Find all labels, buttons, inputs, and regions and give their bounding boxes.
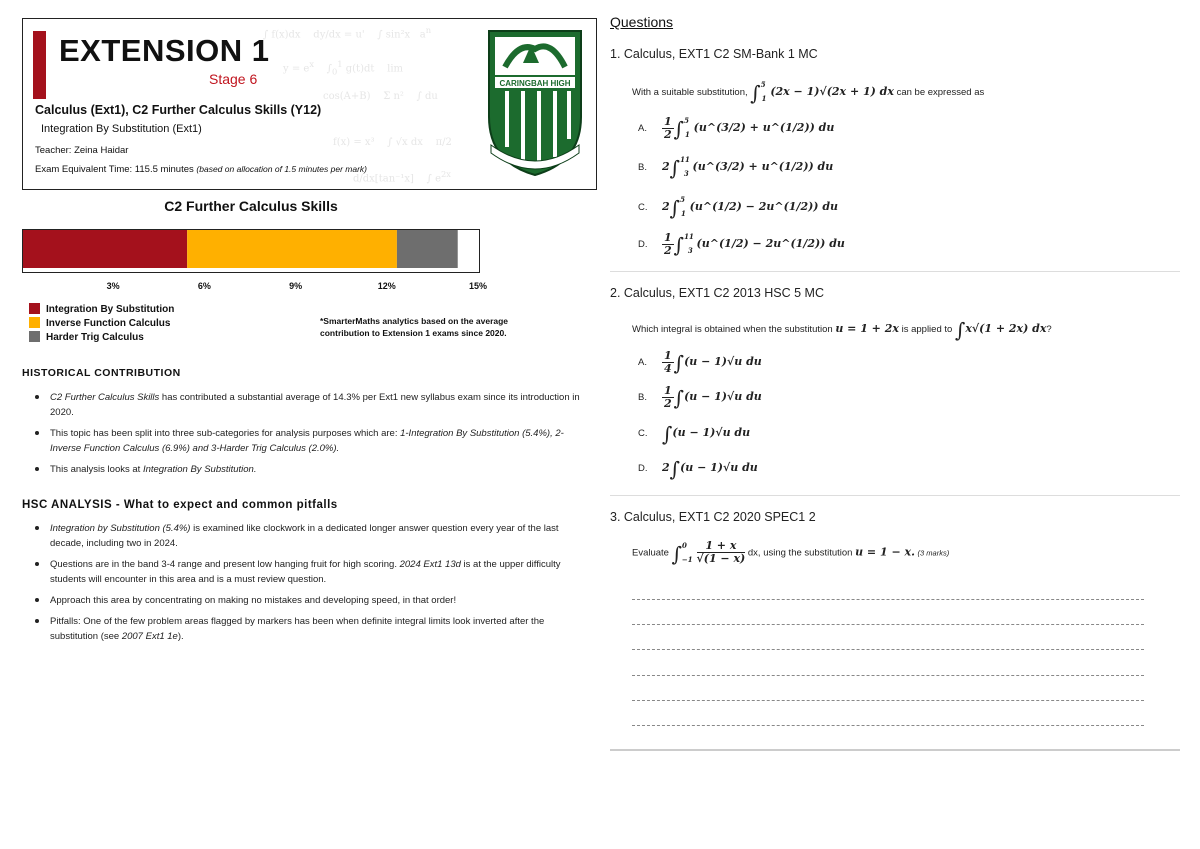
hsc-heading: HSC ANALYSIS - What to expect and common pitfalls — [22, 499, 338, 511]
historical-list — [22, 390, 590, 483]
divider — [610, 749, 1180, 751]
legend-item — [29, 303, 174, 315]
accent-bar — [33, 31, 46, 99]
option-text: (u^(1/2) − 2u^(1/2)) du — [696, 237, 845, 251]
option-expression: ∫(u − 1)√u du — [673, 386, 762, 411]
substitution: u = 1 + 2x — [835, 322, 899, 335]
chart-tick-label: 6% — [197, 281, 211, 291]
legend-swatch — [29, 317, 40, 328]
background-formula: $y = e^x$ $\int_0^1$ g(t)dt lim — [283, 59, 403, 77]
exam-time-label: Exam Equivalent Time: — [35, 164, 133, 175]
option-expression: ∫$^{11}_3$ (u^(3/2) + u^(1/2)) du — [669, 155, 834, 180]
questions-heading: Questions — [610, 14, 674, 30]
lower-limit: 3 — [683, 169, 689, 178]
option-letter: D. — [638, 239, 648, 251]
question-3-title: 3. Calculus, EXT1 C2 2020 SPEC1 2 — [610, 510, 816, 524]
option-letter: B. — [638, 162, 647, 173]
emphasis-text: Integration By Substitution. — [142, 464, 257, 475]
answer-line[interactable] — [632, 624, 1144, 625]
option-letter: C. — [638, 428, 648, 439]
teacher-line — [35, 145, 128, 156]
historical-heading: HISTORICAL CONTRIBUTION — [22, 367, 181, 379]
upper-limit: 11 — [684, 232, 694, 242]
chart-frame — [22, 229, 480, 273]
stem-text: dx, using the substitution — [747, 547, 853, 559]
q1-option-d[interactable] — [638, 232, 845, 257]
list-item — [22, 557, 590, 587]
upper-limit: 5 — [680, 195, 685, 204]
legend-item — [29, 317, 170, 329]
body-text: Questions are in the band 3-4 range and present low hanging fruit for high scoring. — [50, 559, 400, 570]
upper-limit: 5 — [684, 116, 689, 126]
coefficient: $\frac{1}{2}$ — [664, 384, 672, 410]
answer-line[interactable] — [632, 649, 1144, 650]
integrand: x√(1 + 2x) dx — [965, 322, 1047, 335]
stem-text: ? — [1046, 324, 1052, 335]
body-text: ). — [177, 631, 184, 642]
chart-note: *SmarterMaths analytics based on the average contribution to Extension 1 exams since 2020. — [320, 316, 509, 338]
stage-label: Stage 6 — [209, 71, 258, 87]
list-item — [22, 521, 590, 551]
background-formula: d/dx[tan⁻¹x] ∫ $e^{2x}$ — [353, 169, 451, 185]
option-text: (u^(1/2) − 2u^(1/2)) du — [689, 200, 839, 213]
option-expression: ∫$^5_1$ (u^(3/2) + u^(1/2)) du — [673, 116, 835, 142]
exam-time-value: 115.5 minutes — [134, 164, 194, 175]
chart-tick-label: 3% — [106, 281, 120, 291]
legend-label: Integration By Substitution — [46, 304, 175, 315]
header-card — [22, 18, 597, 190]
option-expression: ∫(u − 1)√u du — [673, 351, 762, 376]
course-title: Calculus (Ext1), C2 Further Calculus Skills (Y12) — [35, 103, 322, 117]
option-text: (u − 1)√u du — [672, 426, 751, 439]
q1-integral: ∫$^5_1$ (2x − 1)√(2x + 1) dx — [750, 80, 894, 105]
integrand: (2x − 1)√(2x + 1) dx — [770, 85, 894, 98]
subtopic-title: Integration By Substitution (Ext1) — [41, 123, 202, 135]
option-letter: A. — [638, 357, 647, 369]
answer-line[interactable] — [632, 675, 1144, 676]
q1-option-c[interactable] — [638, 195, 838, 220]
lower-limit: 1 — [680, 209, 686, 218]
stem-text: is applied to — [901, 324, 953, 335]
crest-text: CARINGBAH HIGH — [499, 79, 571, 88]
q2-option-d[interactable] — [638, 457, 758, 481]
substitution: u = 1 − x. — [855, 545, 915, 559]
body-text: is examined like clockwork in a dedicated longer answer question every year of the last decade, including two in 2024. — [50, 523, 559, 549]
coefficient: 2 — [662, 160, 670, 173]
q1-option-a[interactable] — [638, 116, 834, 141]
question-3-stem — [632, 540, 949, 566]
emphasis-text: C2 Further Calculus Skills — [50, 392, 160, 403]
chart-bar-segment — [397, 230, 458, 268]
upper-limit: 0 — [682, 540, 687, 550]
page-title: EXTENSION 1 — [59, 33, 270, 68]
fraction-denominator: √(1 − x) — [696, 552, 746, 565]
lower-limit: 3 — [687, 246, 693, 256]
lower-limit: −1 — [681, 554, 693, 564]
upper-limit: 5 — [760, 80, 766, 89]
legend-item — [29, 331, 144, 343]
option-letter: A. — [638, 123, 647, 135]
option-expression: ∫(u − 1)√u du — [669, 457, 758, 481]
q2-integral: ∫x√(1 + 2x) dx — [954, 318, 1047, 342]
option-letter: B. — [638, 392, 647, 404]
stem-text: Evaluate — [632, 547, 669, 559]
coefficient: 2 — [662, 200, 670, 213]
list-item — [22, 462, 590, 477]
coefficient: $\frac{1}{2}$ — [664, 115, 672, 141]
answer-line[interactable] — [632, 599, 1144, 600]
answer-line[interactable] — [632, 700, 1144, 701]
body-text: is at the upper difficulty students will encounter in this area and is a must review question. — [50, 559, 561, 585]
option-text: (u^(3/2) + u^(1/2)) du — [693, 121, 835, 135]
school-crest-logo — [485, 27, 585, 177]
coefficient: $\frac{1}{4}$ — [664, 349, 672, 375]
question-2-stem — [632, 318, 1052, 342]
emphasis-text: 1-Integration By Substitution (5.4%), 2-Inverse Function Calculus (6.9%) and 3-Harder Trig Calculus (2.0%). — [50, 428, 564, 454]
list-item — [22, 426, 590, 456]
body-text: has contributed a substantial average of 14.3% per Ext1 new syllabus exam since its introduction in 2020. — [50, 392, 580, 418]
exam-time-note: (based on allocation of 1.5 minutes per mark) — [196, 164, 367, 174]
fraction-numerator: 1 + x — [697, 540, 746, 553]
marks-label: (3 marks) — [917, 548, 950, 558]
option-text: (u − 1)√u du — [684, 390, 762, 404]
option-letter: C. — [638, 202, 648, 213]
chart-title: C2 Further Calculus Skills — [164, 198, 338, 214]
question-1-stem — [632, 80, 984, 105]
option-letter: D. — [638, 463, 648, 474]
question-2-title: 2. Calculus, EXT1 C2 2013 HSC 5 MC — [610, 286, 824, 300]
body-text: This analysis looks at — [50, 464, 143, 475]
emphasis-text: 2007 Ext1 1e — [121, 631, 178, 642]
option-expression: ∫$^5_1$ (u^(1/2) − 2u^(1/2)) du — [669, 195, 839, 220]
legend-swatch — [29, 331, 40, 342]
option-text: (u − 1)√u du — [684, 355, 762, 369]
emphasis-text: Integration by Substitution (5.4%) — [50, 523, 191, 534]
background-formula: cos(A+B) Σ n² ∫ du — [323, 91, 438, 102]
background-formula: f(x) = x³ ∫ √x dx π/2 — [333, 137, 452, 148]
legend-swatch — [29, 303, 40, 314]
exam-time-line — [35, 164, 367, 175]
lower-limit: 1 — [684, 130, 690, 140]
legend-label: Inverse Function Calculus — [46, 318, 171, 329]
chart-tick-label: 15% — [468, 281, 488, 291]
stem-text: With a suitable substitution, — [632, 87, 748, 98]
question-1-title: 1. Calculus, EXT1 C2 SM-Bank 1 MC — [610, 47, 818, 61]
option-text: (u − 1)√u du — [680, 461, 758, 474]
body-text: Pitfalls: One of the few problem areas flagged by markers has been when definite integral limits look inverted after the substitution (see — [50, 616, 545, 642]
list-item — [22, 593, 590, 608]
teacher-name: Zeina Haidar — [74, 145, 129, 156]
q1-option-b[interactable] — [638, 155, 833, 180]
body-text: This topic has been split into three sub-categories for analysis purposes which are: — [50, 428, 401, 439]
background-formula: ∫ f(x)dx dy/dx = u' ∫ sin²x $a^n$ — [263, 25, 432, 41]
stem-text: can be expressed as — [896, 87, 985, 98]
chart-bar-segment — [23, 230, 187, 268]
divider — [610, 495, 1180, 496]
legend-label: Harder Trig Calculus — [46, 332, 144, 343]
chart-plot — [23, 230, 479, 272]
list-item — [22, 614, 590, 644]
chart-tick-label: 9% — [289, 281, 303, 291]
divider — [610, 271, 1180, 272]
emphasis-text: 2024 Ext1 13d — [399, 559, 461, 570]
list-item — [22, 390, 590, 420]
chart-bar-segment — [187, 230, 397, 268]
hsc-list — [22, 521, 590, 650]
q3-integral: ∫$^0_{-1}$ $\frac{1 + x}{√(1 - x)}$ — [671, 539, 746, 566]
answer-line[interactable] — [632, 725, 1144, 726]
q2-option-c[interactable] — [638, 422, 750, 446]
q2-option-b[interactable] — [638, 385, 762, 410]
lower-limit: 1 — [761, 94, 767, 103]
body-text: Approach this area by concentrating on making no mistakes and developing speed, in that order! — [50, 595, 457, 606]
teacher-label: Teacher: — [35, 145, 72, 156]
coefficient: 2 — [662, 461, 670, 474]
chart-tick-label: 12% — [377, 281, 396, 291]
q2-option-a[interactable] — [638, 350, 762, 375]
upper-limit: 11 — [680, 155, 690, 164]
coefficient: $\frac{1}{2}$ — [664, 231, 672, 257]
option-expression: ∫$^{11}_3$ (u^(1/2) − 2u^(1/2)) du — [673, 232, 845, 258]
option-text: (u^(3/2) + u^(1/2)) du — [692, 160, 834, 173]
stem-text: Which integral is obtained when the substitution — [632, 324, 833, 335]
option-expression: ∫(u − 1)√u du — [662, 422, 751, 446]
